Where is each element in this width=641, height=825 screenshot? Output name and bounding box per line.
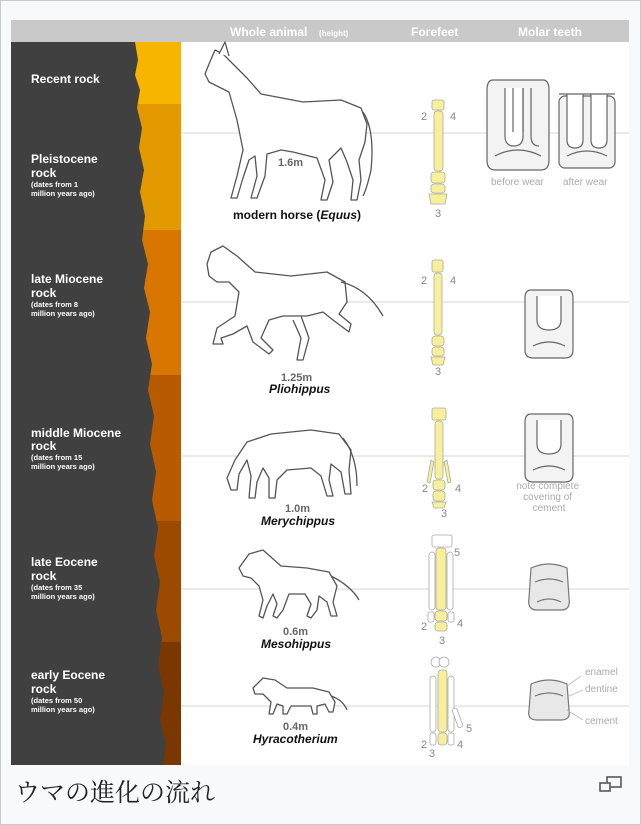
layer-date-pleistocene: (dates from 1 million years ago): [31, 180, 95, 198]
expand-icon[interactable]: [598, 775, 624, 793]
pliohippus-toe-4: 4: [450, 275, 457, 287]
merychippus-toe-3: 3: [441, 508, 448, 520]
layer-label-middle-miocene: middle Miocene rock: [31, 426, 122, 453]
figure-caption: ウマの進化の流れ: [15, 778, 216, 807]
stratum-recent: [135, 42, 181, 104]
molar-before-wear-icon: [487, 80, 549, 170]
merychippus-name: Merychippus: [261, 514, 336, 528]
layer-label-pleistocene: Pleistocene rock: [31, 152, 98, 180]
hyracotherium-toe-2: 2: [421, 739, 428, 751]
layer-label-recent: Recent rock: [31, 72, 100, 86]
label-cement: cement: [585, 716, 618, 727]
mesohippus-toe-2: 2: [421, 621, 428, 633]
molar-hyracotherium-icon: [529, 680, 570, 720]
merychippus-horse-icon: [227, 430, 357, 498]
layer-label-late-miocene: late Miocene rock: [31, 272, 104, 300]
label-enamel: enamel: [585, 667, 618, 678]
label-before-wear: before wear: [491, 177, 544, 188]
hyracotherium-height: 0.4m: [283, 721, 309, 733]
layer-date-late-miocene: (dates from 8 million years ago): [31, 300, 95, 318]
forefoot-mesohippus-icon: [428, 535, 454, 631]
hyracotherium-toe-5: 5: [466, 723, 473, 735]
forefoot-merychippus-icon: [427, 408, 451, 508]
layer-date-early-eocene: (dates from 50 million years ago): [31, 696, 95, 714]
mesohippus-toe-5: 5: [454, 547, 461, 559]
mesohippus-toe-3: 3: [439, 635, 446, 647]
layer-label-late-eocene: late Eocene rock: [31, 555, 98, 583]
merychippus-height: 1.0m: [285, 503, 311, 515]
mesohippus-height: 0.6m: [283, 626, 309, 638]
pliohippus-height: 1.25m: [281, 372, 313, 384]
header-height-note: (height): [319, 29, 349, 38]
label-cement-note: note complete covering of cement: [516, 481, 580, 514]
equus-toe-3: 3: [435, 208, 442, 220]
header-molar-teeth: Molar teeth: [518, 25, 583, 39]
mesohippus-toe-4: 4: [457, 618, 464, 630]
equus-name: modern horse (Equus): [233, 208, 362, 222]
header-forefeet: Forefeet: [411, 25, 459, 39]
equus-horse-icon: [205, 42, 372, 200]
merychippus-toe-4: 4: [455, 483, 462, 495]
header-whole-animal: Whole animal: [230, 25, 308, 39]
pliohippus-toe-2: 2: [421, 275, 428, 287]
pliohippus-name: Pliohippus: [269, 382, 331, 396]
molar-after-wear-icon: [559, 94, 615, 168]
equus-toe-4: 4: [450, 111, 457, 123]
molar-merychippus-icon: [525, 414, 573, 482]
hyracotherium-toe-3: 3: [429, 748, 436, 760]
forefoot-pliohippus-icon: [431, 260, 445, 365]
pliohippus-toe-3: 3: [435, 366, 442, 378]
label-after-wear: after wear: [563, 177, 608, 188]
layer-date-middle-miocene: (dates from 15 million years ago): [31, 453, 95, 471]
forefoot-equus-icon: [429, 100, 447, 204]
merychippus-toe-2: 2: [422, 483, 429, 495]
molar-pliohippus-icon: [525, 290, 573, 358]
label-dentine: dentine: [585, 684, 618, 695]
equus-height: 1.6m: [278, 157, 304, 169]
pliohippus-horse-icon: [207, 246, 383, 360]
hyracotherium-name: Hyracotherium: [253, 732, 338, 746]
horse-evolution-diagram: [11, 20, 629, 765]
molar-mesohippus-icon: [529, 564, 570, 610]
mesohippus-horse-icon: [239, 550, 359, 618]
layer-label-early-eocene: early Eocene rock: [31, 668, 106, 696]
layer-date-late-eocene: (dates from 35 million years ago): [31, 583, 95, 601]
equus-toe-2: 2: [421, 111, 428, 123]
hyracotherium-horse-icon: [253, 678, 347, 714]
mesohippus-name: Mesohippus: [261, 637, 332, 651]
hyracotherium-toe-4: 4: [457, 739, 464, 751]
forefoot-hyracotherium-icon: [430, 657, 463, 745]
